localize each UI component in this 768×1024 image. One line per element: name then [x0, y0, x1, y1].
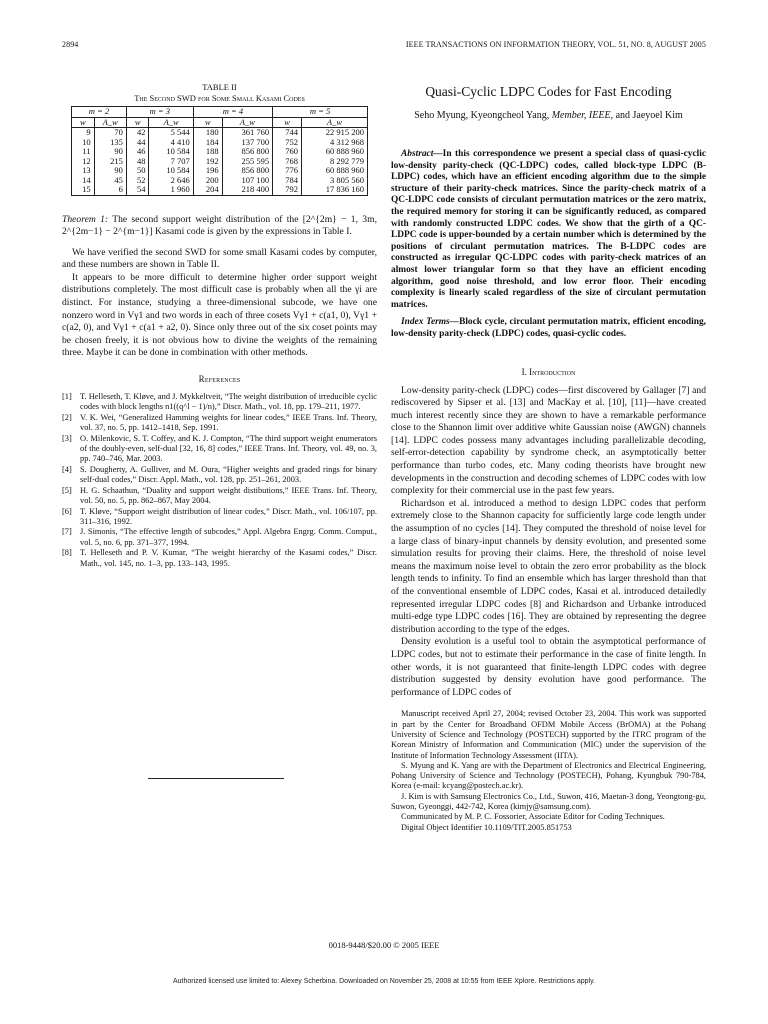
table-cell: 184	[193, 138, 222, 148]
table-group-header: m = 4	[193, 107, 272, 118]
reference-number: [1]	[62, 392, 72, 402]
table-cell: 192	[193, 157, 222, 167]
table-cell: 10	[72, 138, 95, 148]
table-cell: 2 646	[149, 176, 193, 186]
table-cell: 3 805 560	[301, 176, 367, 186]
table-cell: 180	[193, 128, 222, 138]
reference-number: [6]	[62, 506, 72, 516]
intro-paragraph-3: Density evolution is a useful tool to obtain the asymptotical performance of LDPC codes, but not to estimate their performance in the case of finite length. In other words, it is not guaranteed that finite-length LDPC codes with degree distribution suggested by density evolution have good performance. The performance of LDPC codes of	[391, 636, 706, 698]
table-cell: 4 410	[149, 138, 193, 148]
references-list	[62, 392, 377, 569]
reference-number: [5]	[62, 485, 72, 495]
references-heading: References	[198, 374, 241, 385]
table-group-header: m = 2	[72, 107, 127, 118]
table-cell: 12	[72, 157, 95, 167]
reference-text: H. G. Schaathun, “Duality and support weight distibutions,” IEEE Trans. Inf. Theory, vol. 50, no. 5, pp. 862–867, May 2004.	[80, 485, 377, 506]
reference-item	[62, 434, 377, 465]
table-cell: 856 800	[222, 147, 273, 157]
table-column-header: A_w	[149, 117, 193, 128]
table-group-header: m = 3	[126, 107, 193, 118]
table-cell: 137 700	[222, 138, 273, 148]
table-cell: 255 595	[222, 157, 273, 167]
left-column	[62, 82, 377, 569]
table-cell: 107 100	[222, 176, 273, 186]
table-group-header: m = 5	[273, 107, 368, 118]
theorem-label: Theorem 1:	[62, 213, 109, 225]
table-cell: 784	[273, 176, 302, 186]
reference-item	[62, 527, 377, 548]
license-disclaimer: Authorized licensed use limited to: Alexey Scherbina. Downloaded on November 25, 2008 at 10:55 from IEEE Xplore. Restrictions apply.	[172, 978, 596, 985]
intro-paragraph-2: Richardson et al. introduced a method to design LDPC codes that perform extremely close to the Shannon capacity for sufficiently large code length under the assumption of no cycles [14]. They computed the threshold of noise level for a large class of binary-input channels by density evolution, and presented some simulation results for proving their claims. Here, the threshold of noise level means the maximum noise level to obtain the zero error probability as the block length tends to infinity. To find an ensemble which has larger threshold than that of the conventional ensemble of LDPC codes, Kasai et al. introduced detailedly represented irregular LDPC codes [8] and Richardson and Urbanke introduced multi-edge type LDPC codes [16]. They are obtained by representing the degree distribution according to the type of the edges.	[391, 497, 706, 635]
table-cell: 22 915 200	[301, 128, 367, 138]
theorem-1	[62, 214, 377, 239]
table-column-header: w	[273, 117, 302, 128]
reference-text: S. Dougherty, A. Gulliver, and M. Oura, “Higher weights and graded rings for binary self-dual codes,” Discr. Appl. Math., vol. 128, pp. 251–261, 2003.	[80, 464, 377, 485]
table-cell: 60 888 960	[301, 166, 367, 176]
author-line: Seho Myung, Kyeongcheol Yang, Member, IEEE, and Jaeyoel Kim	[414, 110, 683, 121]
reference-text: J. Simonis, “The effective length of subcodes,” Appl. Algebra Engrg. Comm. Comput., vol. 5, no. 6, pp. 371–377, 1994.	[80, 527, 377, 547]
reference-item	[62, 548, 377, 569]
index-terms-label: Index Terms—	[401, 317, 460, 328]
table-cell: 744	[273, 128, 302, 138]
table-cell: 14	[72, 176, 95, 186]
column-end-rule	[148, 778, 284, 779]
table-cell: 204	[193, 185, 222, 195]
table-column-header: w	[193, 117, 222, 128]
table-column-header: A_w	[94, 117, 126, 128]
table-cell: 6	[94, 185, 126, 195]
footnote: Digital Object Identifier 10.1109/TIT.2005.851753	[401, 822, 572, 832]
table-cell: 1 960	[149, 185, 193, 195]
table-cell: 792	[273, 185, 302, 195]
table-cell: 11	[72, 147, 95, 157]
footnote: J. Kim is with Samsung Electronics Co., Ltd., Suwon, 416, Maetan-3 dong, Yeongtong-gu, Suwon, Gyeonggi, 442-742, Korea (kimjy@samsung.com).	[391, 791, 706, 812]
reference-text: T. Helleseth and P. V. Kumar, “The weight hierarchy of the Kasami codes,” Discr. Math., vol. 145, no. 1–3, pp. 133–143, 1995.	[80, 548, 377, 568]
table-cell: 218 400	[222, 185, 273, 195]
table-column-header: A_w	[301, 117, 367, 128]
swd-table	[71, 106, 368, 196]
reference-number: [3]	[62, 433, 72, 443]
table-cell: 42	[126, 128, 149, 138]
reference-item	[62, 507, 377, 528]
table-cell: 8 292 779	[301, 157, 367, 167]
table-cell: 54	[126, 185, 149, 195]
page-number: 2894	[62, 40, 79, 49]
table-caption	[62, 82, 377, 104]
reference-item	[62, 413, 377, 434]
table-column-header: w	[126, 117, 149, 128]
paper-title: Quasi-Cyclic LDPC Codes for Fast Encoding	[425, 84, 672, 99]
abstract	[391, 149, 706, 311]
paragraph-higher-order: It appears to be more difficult to determine higher order support weight distributions completely. The most difficult case is probably when all the γi are distinct. For instance, studying a three-dimensional subcode, we have one nonzero word in Vγ1 and two words in each of three cosets Vγ1 + c(a1, 0), Vγ1 + c(a2, 0), and Vγ1 + c(a1 + a2, 0). Since only three out of the six coset points may be chosen freely, it is not obvious how to divine the weights of the remaining three. Maybe it can be done in combination with other methods.	[62, 271, 377, 359]
table-cell: 7 707	[149, 157, 193, 167]
reference-text: O. Milenkovic, S. T. Coffey, and K. J. Compton, “The third support weight enumerators of the doubly-even, self-dual [32, 16, 8] codes,” IEEE Trans. Inf. Theory, vol. 49, no. 3, pp. 740–746, Mar. 2003.	[80, 433, 377, 464]
abstract-label: Abstract—	[401, 149, 443, 159]
table-cell: 135	[94, 138, 126, 148]
reference-number: [8]	[62, 548, 72, 558]
table-title: The Second SWD for Some Small Kasami Codes	[134, 93, 305, 103]
reference-number: [4]	[62, 464, 72, 474]
table-cell: 200	[193, 176, 222, 186]
table-row	[72, 176, 368, 186]
footnote: S. Myung and K. Yang are with the Department of Electronics and Electrical Engineering, Pohang University of Science and Technology (POSTECH), Pohang, Kyungbuk 790-784, Korea (e-mail: kcyang@postech.ac.kr).	[391, 760, 706, 791]
table-cell: 46	[126, 147, 149, 157]
table-cell: 44	[126, 138, 149, 148]
reference-item	[62, 465, 377, 486]
table-row	[72, 185, 368, 195]
table-cell: 776	[273, 166, 302, 176]
footnote: Manuscript received April 27, 2004; revised October 23, 2004. This work was supported in part by the Center for Broadband OFDM Mobile Access (BrOMA) at the Pohang University of Science and Technology (POSTECH) supported by the ITRC program of the Korean Ministry of Information and Communication (MIC) under the supervision of the Institute of Information Technology Assessment (IITA).	[391, 709, 706, 760]
table-cell: 188	[193, 147, 222, 157]
table-cell: 50	[126, 166, 149, 176]
table-column-header: w	[72, 117, 95, 128]
table-cell: 856 800	[222, 166, 273, 176]
paragraph-verification: We have verified the second SWD for some small Kasami codes by computer, and these numbers are shown in Table II.	[62, 246, 377, 271]
reference-text: T. Helleseth, T. Kløve, and J. Mykkeltveit, “The weight distribution of irreducible cyclic codes with block lengths n1((q^l − 1)/n),” Discr. Math., vol. 18, pp. 179–211, 1977.	[80, 392, 377, 412]
table-cell: 70	[94, 128, 126, 138]
table-cell: 48	[126, 157, 149, 167]
table-cell: 361 760	[222, 128, 273, 138]
table-cell: 4 312 968	[301, 138, 367, 148]
table-cell: 752	[273, 138, 302, 148]
table-cell: 90	[94, 166, 126, 176]
footnote: Communicated by M. P. C. Fossorier, Associate Editor for Coding Techniques.	[401, 812, 665, 822]
intro-paragraph-1: Low-density parity-check (LDPC) codes—first discovered by Gallager [7] and rediscovered by Sipser et al. [13] and MacKay et al. [10], [11]—have created much interest recently since they are shown to have a remarkable performance close to the Shannon limit over additive white Gaussian noise (AWGN) channels [14]. LDPC codes possess many advantages including parallelizable decoding, self-error-detection capability by syndrome check, an asymptotically better performance than turbo codes, etc. Many coding theorists have brought new developments in the construction and decoding schemes of LDPC codes with low complexity for their commercial use in the past few years.	[391, 384, 706, 497]
journal-running-head: IEEE TRANSACTIONS ON INFORMATION THEORY, VOL. 51, NO. 8, AUGUST 2005	[405, 40, 706, 49]
table-cell: 760	[273, 147, 302, 157]
table-cell: 215	[94, 157, 126, 167]
reference-item	[62, 392, 377, 413]
table-cell: 17 836 160	[301, 185, 367, 195]
table-cell: 90	[94, 147, 126, 157]
table-cell: 15	[72, 185, 95, 195]
right-column	[391, 82, 706, 833]
reference-text: V. K. Wei, “Generalized Hamming weights for linear codes,” IEEE Trans. Inf. Theory, vol. 37, no. 5, pp. 1412–1418, Sep. 1991.	[80, 412, 377, 433]
index-terms-text: Block cycle, circulant permutation matrix, efficient encoding, low-density parity-check (LDPC) codes, quasi-cyclic codes.	[391, 317, 706, 339]
table-cell: 60 888 960	[301, 147, 367, 157]
table-cell: 10 584	[149, 147, 193, 157]
footnotes	[391, 709, 706, 833]
table-number: TABLE II	[202, 82, 237, 92]
table-cell: 9	[72, 128, 95, 138]
index-terms	[391, 317, 706, 340]
table-cell: 10 584	[149, 166, 193, 176]
reference-number: [2]	[62, 412, 72, 422]
reference-number: [7]	[62, 527, 72, 537]
reference-item	[62, 486, 377, 507]
table-row	[72, 128, 368, 138]
table-cell: 5 544	[149, 128, 193, 138]
theorem-text: The second support weight distribution of the [2^{2m} − 1, 3m, 2^{2m−1} − 2^{m−1}] Kasami code is given by the expressions in Table I.	[62, 213, 377, 238]
table-cell: 45	[94, 176, 126, 186]
table-cell: 52	[126, 176, 149, 186]
introduction-heading: I. Introduction	[521, 366, 576, 377]
table-cell: 13	[72, 166, 95, 176]
copyright-line: 0018-9448/$20.00 © 2005 IEEE	[328, 940, 440, 950]
reference-text: T. Kløve, “Support weight distribution of linear codes,” Discr. Math., vol. 106/107, pp. 311–316, 1992.	[80, 506, 377, 526]
table-cell: 196	[193, 166, 222, 176]
table-cell: 768	[273, 157, 302, 167]
table-column-header: A_w	[222, 117, 273, 128]
abstract-text: In this correspondence we present a special class of quasi-cyclic low-density parity-check (QC-LDPC) codes, called block-type LDPC (B-LDPC) codes, which have an efficient encoding algorithm due to the simple structure of their parity-check matrices. Since the parity-check matrix of a QC-LDPC code consists of circulant permutation matrices or the zero matrix, the required memory for storing it can be significantly reduced, as compared with randomly constructed LDPC codes. We show that the girth of a QC-LDPC code is upper-bounded by a certain number which is determined by the positions of circulant permutation matrices. The B-LDPC codes are constructed as irregular QC-LDPC codes with parity-check matrices of an almost lower triangular form so that they have an efficient encoding algorithm, good noise threshold, and low error floor. Their encoding complexity is linearly scaled regardless of the size of circulant permutation matrices.	[391, 149, 706, 310]
